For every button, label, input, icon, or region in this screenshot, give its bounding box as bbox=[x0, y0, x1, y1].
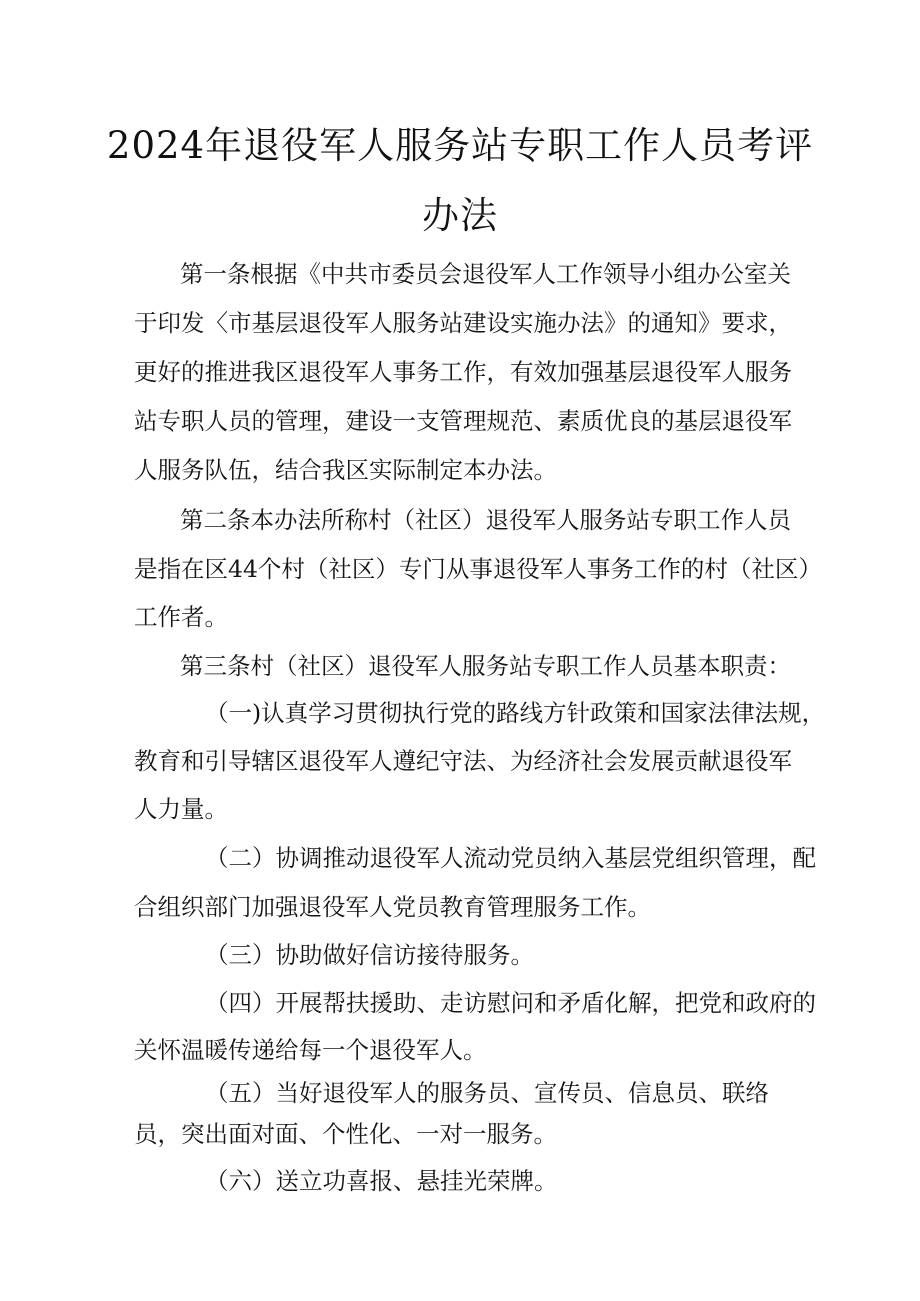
article3-item1-line-3: 人力量。 bbox=[134, 795, 228, 823]
article2-line-1: 第二条本办法所称村（社区）退役军人服务站专职工作人员 bbox=[180, 506, 791, 534]
article1-line-4: 站专职人员的管理，建设一支管理规范、素质优良的基层退役军 bbox=[134, 407, 792, 435]
document-title-line-1: 2024年退役军人服务站专职工作人员考评 bbox=[106, 124, 814, 167]
article3-item1-line-1: （一)认真学习贯彻执行党的路线方针政策和国家法律法规， bbox=[205, 699, 826, 727]
article3-item2-line-1: （二）协调推动退役军人流动党员纳入基层党组织管理，配 bbox=[205, 844, 816, 872]
article3-item5-line-2: 员，突出面对面、个性化、一对一服务。 bbox=[134, 1120, 557, 1148]
article3-item4-line-1: （四）开展帮扶援助、走访慰问和矛盾化解，把党和政府的 bbox=[205, 989, 816, 1017]
article3-item6-line-1: （六）送立功喜报、悬挂光荣牌。 bbox=[205, 1167, 558, 1195]
article3-item5-line-1: （五）当好退役军人的服务员、宣传员、信息员、联络 bbox=[205, 1079, 769, 1107]
article3-item3-line-1: （三）协助做好信访接待服务。 bbox=[205, 941, 534, 969]
article1-line-1: 第一条根据《中共市委员会退役军人工作领导小组办公室关 bbox=[180, 260, 791, 288]
article3-heading: 第三条村（社区）退役军人服务站专职工作人员基本职责： bbox=[180, 652, 791, 680]
article3-item1-line-2: 教育和引导辖区退役军人遵纪守法、为经济社会发展贡献退役军 bbox=[134, 747, 792, 775]
article3-item4-line-2: 关怀温暖传递给每一个退役军人。 bbox=[134, 1036, 487, 1064]
document-title-line-2: 办法 bbox=[422, 194, 498, 237]
article2-line-2: 是指在区44个村（社区）专门从事退役军人事务工作的村（社区） bbox=[134, 555, 822, 583]
article2-line-3: 工作者。 bbox=[134, 603, 228, 631]
article1-line-3: 更好的推进我区退役军人事务工作，有效加强基层退役军人服务 bbox=[134, 358, 792, 386]
article1-line-5: 人服务队伍，结合我区实际制定本办法。 bbox=[134, 456, 557, 484]
article1-line-2: 于印发〈市基层退役军人服务站建设实施办法》的通知》要求， bbox=[134, 309, 792, 337]
article3-item2-line-2: 合组织部门加强退役军人党员教育管理服务工作。 bbox=[134, 893, 651, 921]
